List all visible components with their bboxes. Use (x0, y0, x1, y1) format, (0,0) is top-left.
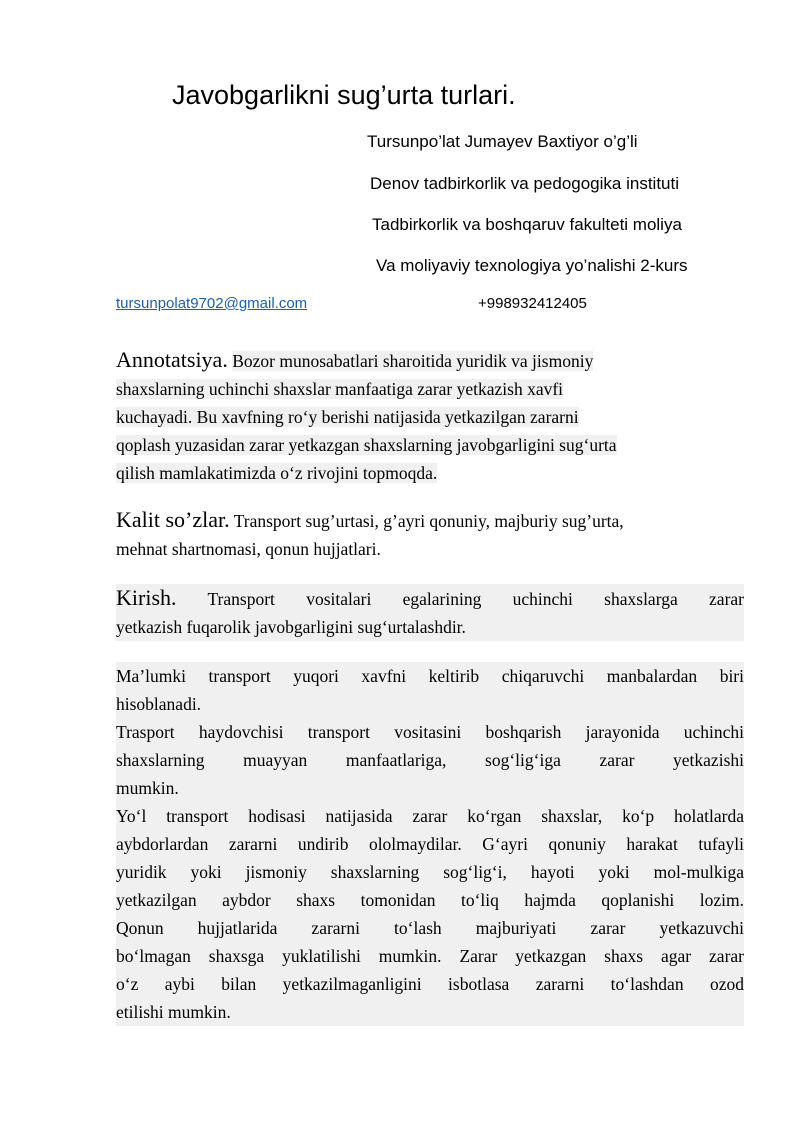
annotation-line: Bozor munosabatlari sharoitida yuridik va jismoniy (232, 351, 594, 371)
keywords-heading: Kalit so’zlar. (116, 507, 230, 532)
body-line: Yo‘l transport hodisasi natijasida zarar ko‘rgan shaxslar, ko‘p holatlarda (116, 806, 744, 826)
phone-number: +998932412405 (478, 295, 587, 312)
body-line: aybdorlardan zararni undirib ololmaydilar. G‘ayri qonuniy harakat tufayli (116, 834, 744, 854)
intro-paragraph (116, 584, 744, 641)
annotation-heading: Annotatsiya. (116, 347, 228, 372)
annotation-line: kuchayadi. Bu xavfning ro‘y berishi natijasida yetkazilgan zararni (116, 407, 579, 427)
annotation-line: shaxslarning uchinchi shaxslar manfaatiga zarar yetkazish xavfi (116, 379, 564, 399)
body-line: mumkin. (116, 778, 179, 798)
author-program: Va moliyaviy texnologiya yo’nalishi 2-kurs (376, 256, 688, 275)
body-line: Ma’lumki transport yuqori xavfni keltirib chiqaruvchi manbalardan biri (116, 666, 744, 686)
body-line: bo‘lmagan shaxsga yuklatilishi mumkin. Zarar yetkazgan shaxs agar zarar (116, 946, 744, 966)
keywords-line: Transport sug’urtasi, g’ayri qonuniy, majburiy sug’urta, (233, 511, 624, 531)
author-faculty: Tadbirkorlik va boshqaruv fakulteti moliya (372, 215, 682, 234)
body-line: Qonun hujjatlarida zararni to‘lash majburiyati zarar yetkazuvchi (116, 918, 744, 938)
author-name: Tursunpo’lat Jumayev Baxtiyor o’g’li (367, 132, 638, 151)
author-institute: Denov tadbirkorlik va pedogogika instituti (370, 174, 680, 193)
document-title: Javobgarlikni sug’urta turlari. (172, 80, 516, 110)
body-line: yetkazilgan aybdor shaxs tomonidan to‘liq hajmda qoplanishi lozim. (116, 890, 744, 910)
body-line: yuridik yoki jismoniy shaxslarning sog‘lig‘i, hayoti yoki mol-mulkiga (116, 862, 744, 882)
annotation-line: qilish mamlakatimizda o‘z rivojini topmoqda. (116, 463, 438, 483)
email-link[interactable]: tursunpolat9702@gmail.com (116, 295, 308, 312)
keywords-paragraph (116, 506, 744, 563)
body-line: etilishi mumkin. (116, 1002, 231, 1022)
annotation-paragraph (116, 346, 744, 487)
body-line: hisoblanadi. (116, 694, 202, 714)
body-line: Trasport haydovchisi transport vositasini boshqarish jarayonida uchinchi (116, 722, 744, 742)
annotation-line: qoplash yuzasidan zarar yetkazgan shaxslarning javobgarligini sug‘urta (116, 435, 617, 455)
intro-line: yetkazish fuqarolik javobgarligini sug‘urtalashdir. (116, 617, 466, 637)
body-line: o‘z aybi bilan yetkazilmaganligini isbotlasa zararni to‘lashdan ozod (116, 974, 744, 994)
intro-line: Transport vositalari egalarining uchinchi shaxslarga zarar (207, 589, 744, 609)
keywords-line: mehnat shartnomasi, qonun hujjatlari. (116, 539, 381, 559)
body-line: shaxslarning muayyan manfaatlariga, sog‘lig‘iga zarar yetkazishi (116, 750, 744, 770)
body-paragraph (116, 662, 744, 1026)
intro-heading: Kirish. (116, 585, 177, 610)
